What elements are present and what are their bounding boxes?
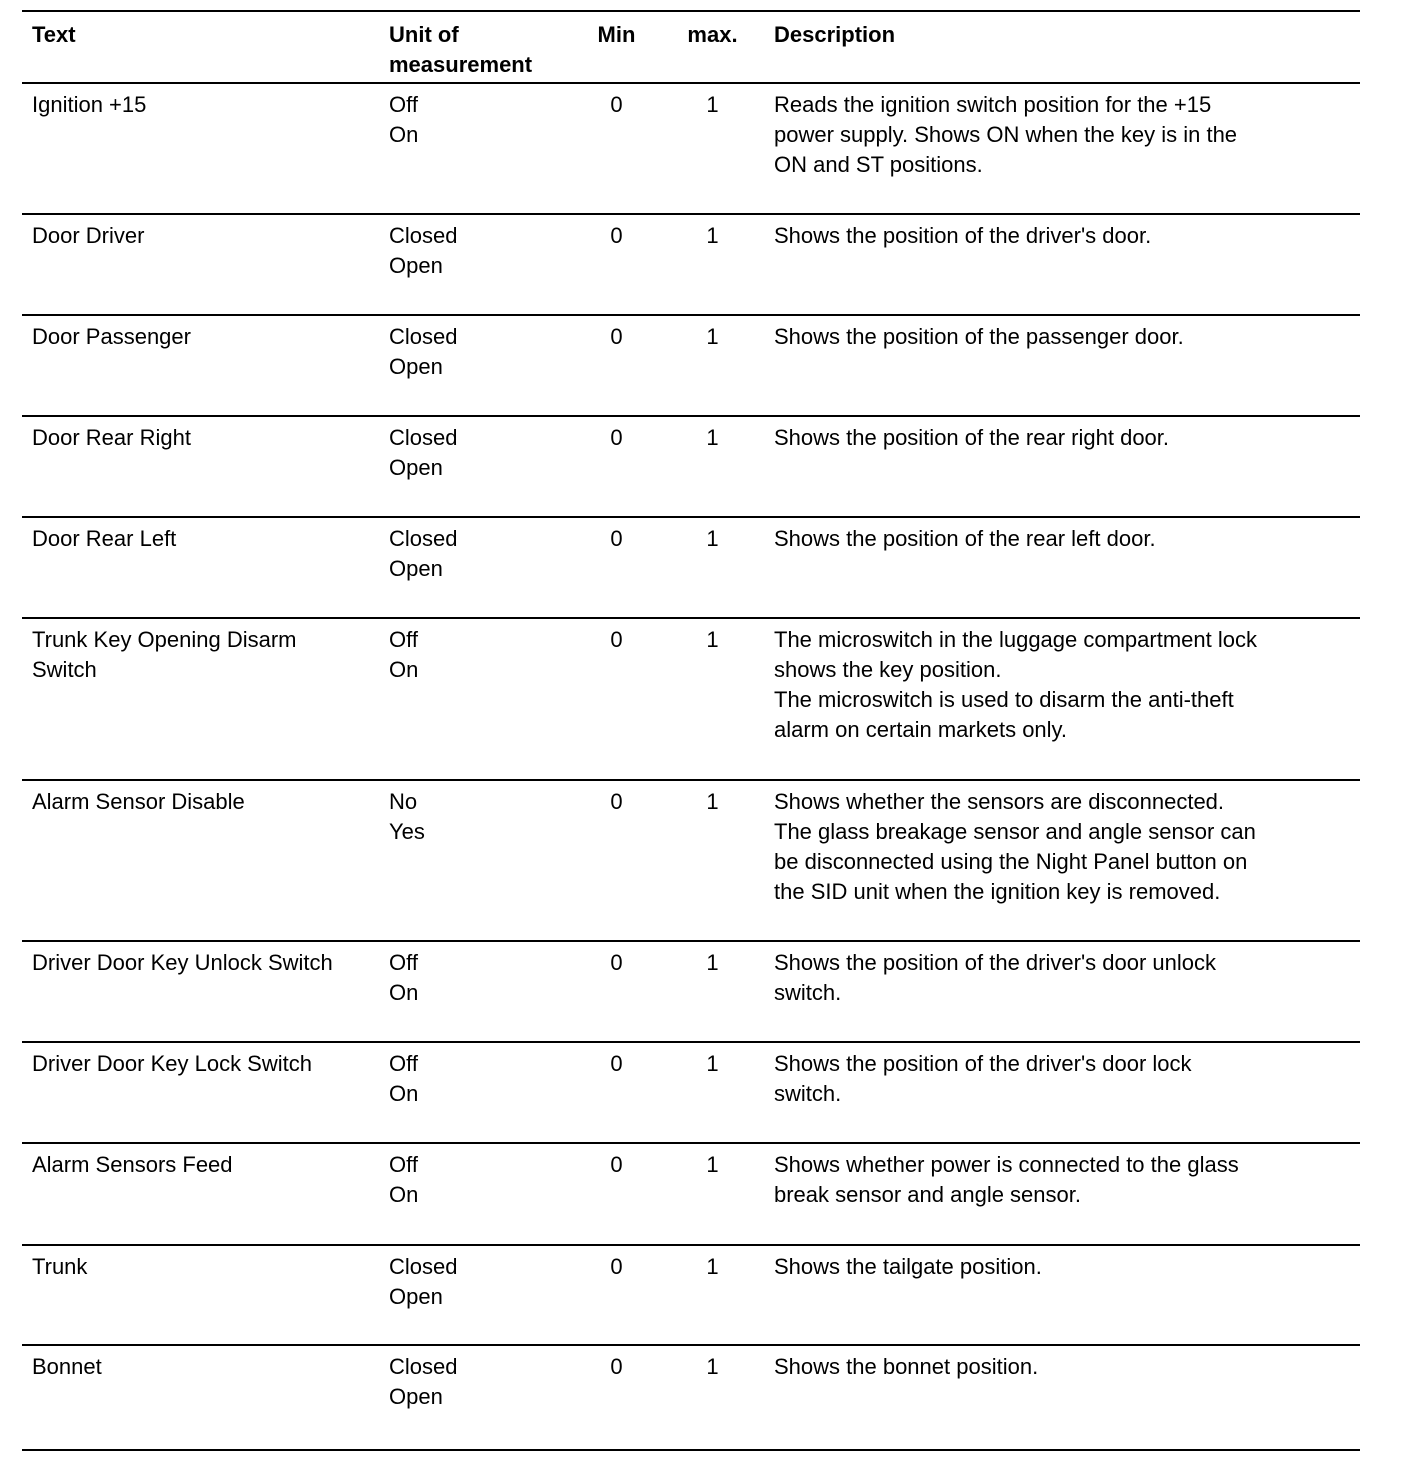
cell-text [22, 214, 379, 315]
table-header [22, 11, 1360, 83]
cell-min: 0 [610, 1254, 623, 1279]
cell-unit-line: Open [389, 1284, 443, 1309]
cell-max: 1 [706, 1254, 719, 1279]
cell-description-line: The microswitch is used to disarm the anti-theft [774, 687, 1234, 712]
cell-unit-line: Off [389, 1051, 418, 1076]
cell-unit-line: Off [389, 950, 418, 975]
cell-description [764, 618, 1360, 780]
cell-text-line: Trunk Key Opening Disarm [32, 627, 297, 652]
cell-description [764, 941, 1360, 1042]
cell-unit-line: Closed [389, 1354, 458, 1379]
cell-unit [379, 1345, 572, 1450]
cell-unit [379, 517, 572, 618]
cell-text-line: Ignition +15 [32, 92, 147, 117]
table-row [22, 1143, 1360, 1245]
cell-description-line: power supply. Shows ON when the key is in the [774, 122, 1238, 147]
table-row [22, 517, 1360, 618]
cell-description [764, 1042, 1360, 1143]
cell-unit-line: Open [389, 1384, 443, 1409]
cell-text-line: Door Passenger [32, 324, 191, 349]
header-description: Description [774, 22, 896, 47]
cell-max: 1 [706, 223, 719, 248]
table-row [22, 780, 1360, 941]
cell-description-line: alarm on certain markets only. [774, 717, 1068, 742]
cell-text [22, 1143, 379, 1245]
cell-description [764, 1245, 1360, 1345]
cell-unit-line: No [389, 789, 418, 814]
table-row [22, 416, 1360, 517]
cell-description [764, 214, 1360, 315]
cell-min: 0 [610, 526, 623, 551]
cell-unit [379, 1245, 572, 1345]
cell-unit-line: Open [389, 253, 443, 278]
cell-min: 0 [610, 1051, 623, 1076]
cell-unit-line: Closed [389, 425, 458, 450]
cell-unit [379, 780, 572, 941]
table-row [22, 1042, 1360, 1143]
cell-min: 0 [610, 92, 623, 117]
cell-unit [379, 1042, 572, 1143]
cell-max: 1 [706, 526, 719, 551]
cell-description-line: switch. [774, 1081, 842, 1106]
table-row [22, 1345, 1360, 1450]
cell-unit-line: Off [389, 92, 418, 117]
cell-text [22, 83, 379, 214]
header-text: Text [32, 22, 76, 47]
cell-description-line: Shows the position of the rear right door. [774, 425, 1170, 450]
table-row [22, 1245, 1360, 1345]
cell-max: 1 [706, 789, 719, 814]
cell-text [22, 517, 379, 618]
cell-max: 1 [706, 324, 719, 349]
cell-text-line: Driver Door Key Unlock Switch [32, 950, 333, 975]
cell-description [764, 416, 1360, 517]
cell-text [22, 1345, 379, 1450]
cell-min: 0 [610, 425, 623, 450]
table-row [22, 941, 1360, 1042]
cell-min: 0 [610, 223, 623, 248]
header-row [22, 11, 1360, 83]
cell-text-line: Bonnet [32, 1354, 102, 1379]
cell-text-line: Switch [32, 657, 97, 682]
cell-text [22, 416, 379, 517]
cell-unit [379, 416, 572, 517]
cell-min: 0 [610, 950, 623, 975]
cell-unit [379, 941, 572, 1042]
cell-unit-line: Open [389, 556, 443, 581]
table-body [22, 83, 1360, 1450]
cell-text [22, 315, 379, 416]
cell-min: 0 [610, 627, 623, 652]
cell-description-line: switch. [774, 980, 842, 1005]
table-row [22, 315, 1360, 416]
cell-description-line: The glass breakage sensor and angle sensor can [774, 819, 1256, 844]
cell-text-line: Driver Door Key Lock Switch [32, 1051, 312, 1076]
cell-text-line: Door Driver [32, 223, 145, 248]
cell-description-line: be disconnected using the Night Panel button on [774, 849, 1248, 874]
parameter-table [22, 10, 1360, 1451]
cell-description-line: Shows the position of the driver's door lock [774, 1051, 1192, 1076]
cell-unit-line: On [389, 980, 419, 1005]
table-row [22, 83, 1360, 214]
cell-min: 0 [610, 789, 623, 814]
cell-max: 1 [706, 1152, 719, 1177]
header-unit-line: measurement [389, 52, 533, 77]
cell-min: 0 [610, 1152, 623, 1177]
cell-description [764, 1345, 1360, 1450]
cell-description [764, 83, 1360, 214]
cell-unit-line: Open [389, 455, 443, 480]
cell-unit [379, 214, 572, 315]
cell-unit [379, 315, 572, 416]
cell-description-line: Shows the position of the rear left door. [774, 526, 1156, 551]
cell-description-line: Shows the position of the passenger door. [774, 324, 1184, 349]
cell-description-line: The microswitch in the luggage compartment lock [774, 627, 1257, 652]
cell-description [764, 517, 1360, 618]
header-unit [379, 11, 572, 83]
cell-unit-line: On [389, 1081, 419, 1106]
cell-text [22, 1042, 379, 1143]
header-unit-line: Unit of [389, 22, 459, 47]
cell-max: 1 [706, 425, 719, 450]
cell-text-line: Door Rear Right [32, 425, 191, 450]
cell-unit [379, 83, 572, 214]
cell-description-line: ON and ST positions. [774, 152, 983, 177]
cell-description [764, 315, 1360, 416]
cell-text-line: Door Rear Left [32, 526, 177, 551]
cell-description-line: Reads the ignition switch position for the +15 [774, 92, 1212, 117]
cell-unit-line: Off [389, 1152, 418, 1177]
cell-description-line: the SID unit when the ignition key is removed. [774, 879, 1221, 904]
cell-description-line: Shows the bonnet position. [774, 1354, 1039, 1379]
cell-text-line: Alarm Sensor Disable [32, 789, 245, 814]
cell-description-line: Shows the position of the driver's door unlock [774, 950, 1216, 975]
cell-description [764, 1143, 1360, 1245]
cell-unit-line: Closed [389, 1254, 458, 1279]
cell-unit-line: Closed [389, 324, 458, 349]
table-row [22, 214, 1360, 315]
cell-text [22, 618, 379, 780]
cell-unit-line: On [389, 657, 419, 682]
cell-max: 1 [706, 1354, 719, 1379]
cell-unit [379, 618, 572, 780]
cell-text [22, 1245, 379, 1345]
cell-max: 1 [706, 627, 719, 652]
cell-description-line: Shows the tailgate position. [774, 1254, 1042, 1279]
cell-description-line: Shows whether power is connected to the glass [774, 1152, 1239, 1177]
header-min: Min [597, 22, 636, 47]
table-row [22, 618, 1360, 780]
cell-text [22, 941, 379, 1042]
cell-max: 1 [706, 950, 719, 975]
cell-unit-line: Off [389, 627, 418, 652]
cell-unit-line: Open [389, 354, 443, 379]
cell-min: 0 [610, 324, 623, 349]
cell-description-line: shows the key position. [774, 657, 1002, 682]
cell-unit-line: Closed [389, 223, 458, 248]
cell-unit-line: On [389, 1182, 419, 1207]
cell-unit [379, 1143, 572, 1245]
cell-unit-line: Closed [389, 526, 458, 551]
cell-max: 1 [706, 1051, 719, 1076]
cell-description-line: Shows the position of the driver's door. [774, 223, 1152, 248]
cell-unit-line: On [389, 122, 419, 147]
cell-max: 1 [706, 92, 719, 117]
cell-description [764, 780, 1360, 941]
cell-unit-line: Yes [389, 819, 425, 844]
cell-description-line: Shows whether the sensors are disconnected. [774, 789, 1225, 814]
cell-text-line: Alarm Sensors Feed [32, 1152, 233, 1177]
cell-text-line: Trunk [32, 1254, 88, 1279]
cell-description-line: break sensor and angle sensor. [774, 1182, 1081, 1207]
cell-min: 0 [610, 1354, 623, 1379]
header-max: max. [687, 22, 738, 47]
cell-text [22, 780, 379, 941]
